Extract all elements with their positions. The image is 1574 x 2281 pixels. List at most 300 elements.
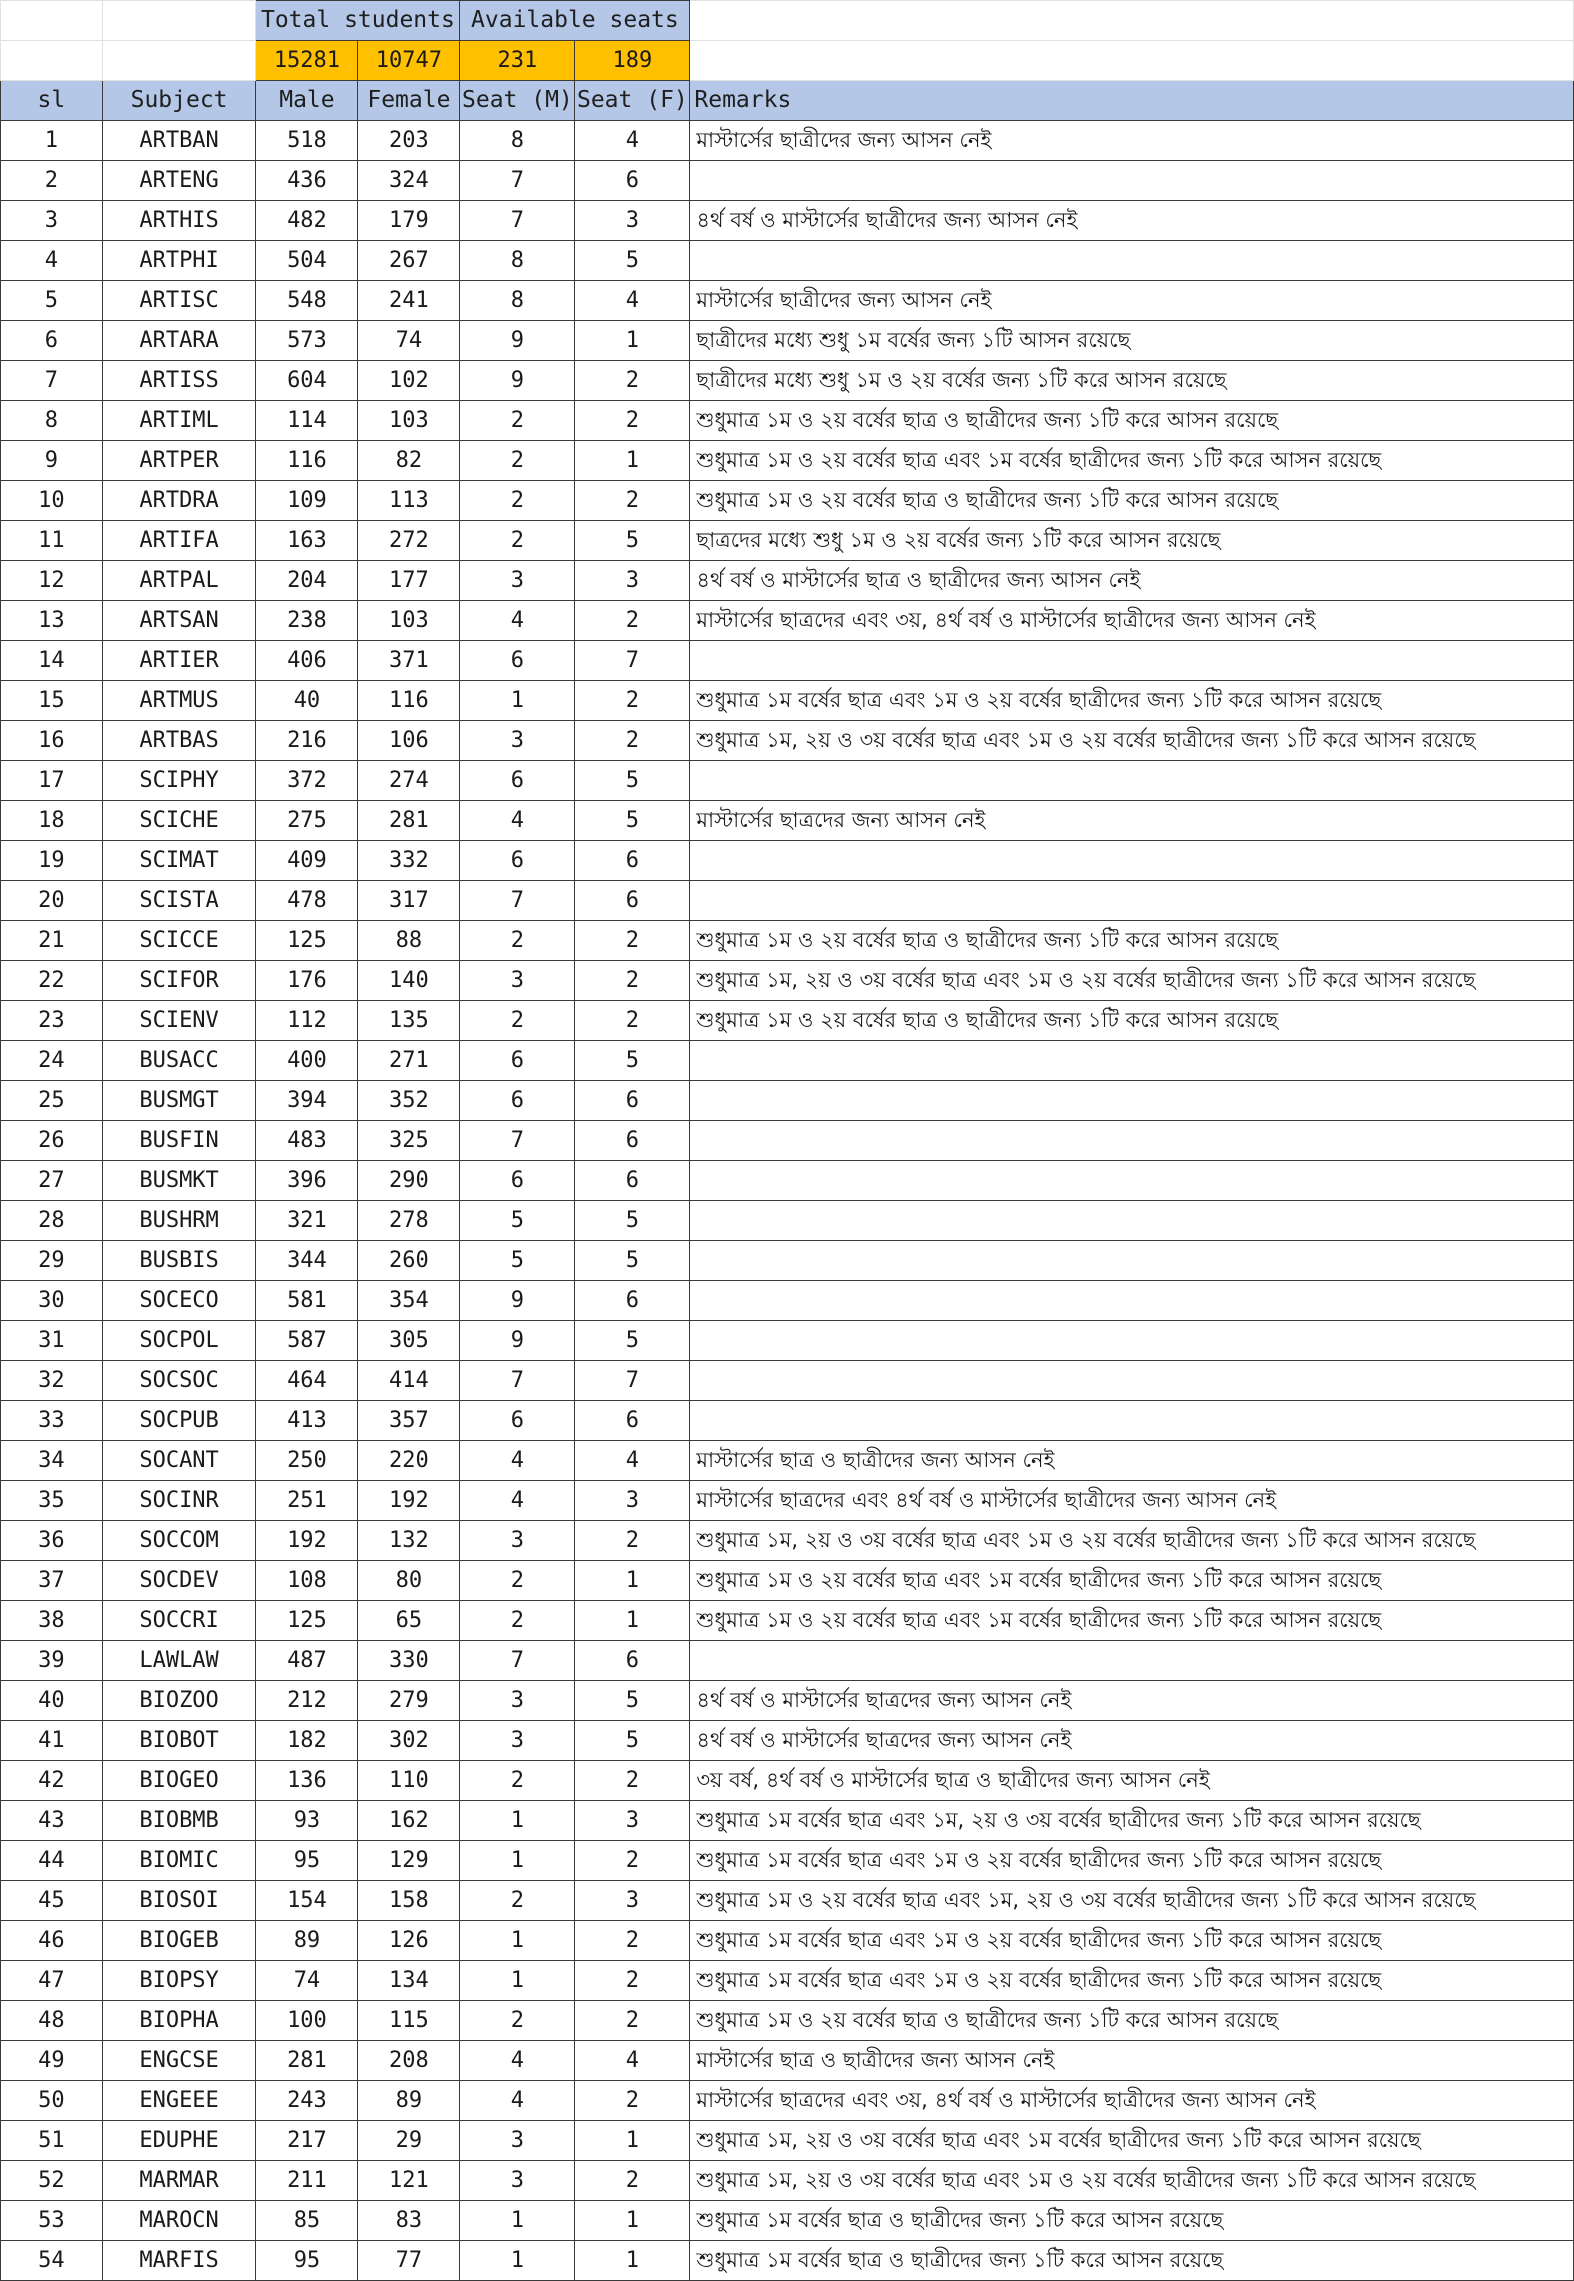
seat-f-cell[interactable]: 1: [575, 441, 690, 481]
subject-cell[interactable]: ARTENG: [102, 161, 256, 201]
sl-cell[interactable]: 43: [1, 1801, 103, 1841]
female-cell[interactable]: 278: [358, 1201, 460, 1241]
total-students-header[interactable]: Total students: [256, 1, 460, 41]
female-cell[interactable]: 121: [358, 2161, 460, 2201]
remarks-cell[interactable]: মাস্টার্সের ছাত্রদের এবং ৩য়, ৪র্থ বর্ষ ও মাস্টার্সের ছাত্রীদের জন্য আসন নেই: [690, 601, 1574, 641]
subject-cell[interactable]: BUSBIS: [102, 1241, 256, 1281]
female-cell[interactable]: 317: [358, 881, 460, 921]
seat-m-cell[interactable]: 2: [460, 1761, 575, 1801]
sl-cell[interactable]: 44: [1, 1841, 103, 1881]
seat-f-cell[interactable]: 7: [575, 1361, 690, 1401]
subject-cell[interactable]: ARTPAL: [102, 561, 256, 601]
sl-cell[interactable]: 35: [1, 1481, 103, 1521]
seat-m-cell[interactable]: 6: [460, 761, 575, 801]
remarks-cell[interactable]: শুধুমাত্র ১ম বর্ষের ছাত্র এবং ১ম ও ২য় বর্ষের ছাত্রীদের জন্য ১টি করে আসন রয়েছে: [690, 1841, 1574, 1881]
female-cell[interactable]: 220: [358, 1441, 460, 1481]
male-cell[interactable]: 573: [256, 321, 358, 361]
female-cell[interactable]: 354: [358, 1281, 460, 1321]
total-male-cell[interactable]: 15281: [256, 41, 358, 81]
sl-cell[interactable]: 31: [1, 1321, 103, 1361]
male-cell[interactable]: 321: [256, 1201, 358, 1241]
male-cell[interactable]: 211: [256, 2161, 358, 2201]
male-cell[interactable]: 587: [256, 1321, 358, 1361]
sl-cell[interactable]: 14: [1, 641, 103, 681]
female-cell[interactable]: 305: [358, 1321, 460, 1361]
subject-cell[interactable]: ARTISC: [102, 281, 256, 321]
seat-f-cell[interactable]: 2: [575, 401, 690, 441]
remarks-cell[interactable]: ছাত্রীদের মধ্যে শুধু ১ম বর্ষের জন্য ১টি আসন রয়েছে: [690, 321, 1574, 361]
remarks-cell[interactable]: শুধুমাত্র ১ম বর্ষের ছাত্র এবং ১ম ও ২য় বর্ষের ছাত্রীদের জন্য ১টি করে আসন রয়েছে: [690, 1921, 1574, 1961]
seat-f-cell[interactable]: 2: [575, 2081, 690, 2121]
male-cell[interactable]: 95: [256, 2241, 358, 2281]
seat-f-cell[interactable]: 5: [575, 1201, 690, 1241]
remarks-cell[interactable]: [690, 1121, 1574, 1161]
sl-cell[interactable]: 1: [1, 121, 103, 161]
seat-m-cell[interactable]: 2: [460, 1561, 575, 1601]
sl-cell[interactable]: 20: [1, 881, 103, 921]
male-cell[interactable]: 251: [256, 1481, 358, 1521]
sl-cell[interactable]: 9: [1, 441, 103, 481]
subject-cell[interactable]: BIOBMB: [102, 1801, 256, 1841]
sl-cell[interactable]: 7: [1, 361, 103, 401]
male-cell[interactable]: 204: [256, 561, 358, 601]
seat-m-cell[interactable]: 2: [460, 401, 575, 441]
seat-f-cell[interactable]: 3: [575, 561, 690, 601]
male-cell[interactable]: 406: [256, 641, 358, 681]
sl-cell[interactable]: 30: [1, 1281, 103, 1321]
remarks-cell[interactable]: শুধুমাত্র ১ম, ২য় ও ৩য় বর্ষের ছাত্র এবং ১ম ও ২য় বর্ষের ছাত্রীদের জন্য ১টি করে আসন রয়েছে: [690, 2161, 1574, 2201]
seat-m-cell[interactable]: 7: [460, 1121, 575, 1161]
male-cell[interactable]: 114: [256, 401, 358, 441]
sl-cell[interactable]: 52: [1, 2161, 103, 2201]
seat-m-cell[interactable]: 3: [460, 1681, 575, 1721]
sl-cell[interactable]: 8: [1, 401, 103, 441]
sl-cell[interactable]: 41: [1, 1721, 103, 1761]
remarks-cell[interactable]: শুধুমাত্র ১ম বর্ষের ছাত্র ও ছাত্রীদের জন্য ১টি করে আসন রয়েছে: [690, 2241, 1574, 2281]
seat-f-cell[interactable]: 6: [575, 841, 690, 881]
header-seat-m[interactable]: Seat (M): [460, 81, 575, 121]
subject-cell[interactable]: MAROCN: [102, 2201, 256, 2241]
female-cell[interactable]: 162: [358, 1801, 460, 1841]
seat-m-cell[interactable]: 4: [460, 1441, 575, 1481]
male-cell[interactable]: 112: [256, 1001, 358, 1041]
seat-f-cell[interactable]: 5: [575, 1681, 690, 1721]
seat-m-cell[interactable]: 7: [460, 1641, 575, 1681]
empty-cell[interactable]: [102, 1, 256, 41]
remarks-cell[interactable]: [690, 1641, 1574, 1681]
sl-cell[interactable]: 22: [1, 961, 103, 1001]
female-cell[interactable]: 106: [358, 721, 460, 761]
remarks-cell[interactable]: [690, 1161, 1574, 1201]
seat-m-cell[interactable]: 3: [460, 2121, 575, 2161]
sl-cell[interactable]: 29: [1, 1241, 103, 1281]
seat-f-cell[interactable]: 6: [575, 1161, 690, 1201]
seat-m-cell[interactable]: 1: [460, 1801, 575, 1841]
total-female-cell[interactable]: 10747: [358, 41, 460, 81]
seat-m-cell[interactable]: 4: [460, 2081, 575, 2121]
sl-cell[interactable]: 15: [1, 681, 103, 721]
seat-m-cell[interactable]: 2: [460, 481, 575, 521]
female-cell[interactable]: 83: [358, 2201, 460, 2241]
male-cell[interactable]: 243: [256, 2081, 358, 2121]
female-cell[interactable]: 82: [358, 441, 460, 481]
subject-cell[interactable]: SOCPUB: [102, 1401, 256, 1441]
seat-m-cell[interactable]: 1: [460, 2241, 575, 2281]
header-seat-f[interactable]: Seat (F): [575, 81, 690, 121]
seat-m-cell[interactable]: 3: [460, 721, 575, 761]
subject-cell[interactable]: ARTPER: [102, 441, 256, 481]
sl-cell[interactable]: 54: [1, 2241, 103, 2281]
remarks-cell[interactable]: মাস্টার্সের ছাত্র ও ছাত্রীদের জন্য আসন নেই: [690, 1441, 1574, 1481]
remarks-cell[interactable]: শুধুমাত্র ১ম ও ২য় বর্ষের ছাত্র ও ছাত্রীদের জন্য ১টি করে আসন রয়েছে: [690, 481, 1574, 521]
seat-f-cell[interactable]: 3: [575, 1881, 690, 1921]
female-cell[interactable]: 330: [358, 1641, 460, 1681]
seat-f-cell[interactable]: 1: [575, 1561, 690, 1601]
seat-m-cell[interactable]: 7: [460, 1361, 575, 1401]
subject-cell[interactable]: SCICHE: [102, 801, 256, 841]
female-cell[interactable]: 279: [358, 1681, 460, 1721]
seat-f-cell[interactable]: 5: [575, 801, 690, 841]
remarks-cell[interactable]: শুধুমাত্র ১ম ও ২য় বর্ষের ছাত্র এবং ১ম, ২য় ও ৩য় বর্ষের ছাত্রীদের জন্য ১টি করে আসন রয়েছে: [690, 1881, 1574, 1921]
seat-m-cell[interactable]: 3: [460, 1721, 575, 1761]
female-cell[interactable]: 267: [358, 241, 460, 281]
seat-f-cell[interactable]: 2: [575, 481, 690, 521]
female-cell[interactable]: 116: [358, 681, 460, 721]
seat-m-cell[interactable]: 6: [460, 1081, 575, 1121]
seat-m-cell[interactable]: 7: [460, 881, 575, 921]
seat-m-cell[interactable]: 4: [460, 601, 575, 641]
seat-m-cell[interactable]: 8: [460, 121, 575, 161]
remarks-cell[interactable]: [690, 1081, 1574, 1121]
seat-m-cell[interactable]: 1: [460, 1921, 575, 1961]
seat-f-cell[interactable]: 1: [575, 2121, 690, 2161]
remarks-cell[interactable]: [690, 1401, 1574, 1441]
seat-f-cell[interactable]: 5: [575, 1721, 690, 1761]
female-cell[interactable]: 74: [358, 321, 460, 361]
female-cell[interactable]: 241: [358, 281, 460, 321]
female-cell[interactable]: 65: [358, 1601, 460, 1641]
seat-f-cell[interactable]: 2: [575, 681, 690, 721]
male-cell[interactable]: 217: [256, 2121, 358, 2161]
subject-cell[interactable]: MARMAR: [102, 2161, 256, 2201]
male-cell[interactable]: 504: [256, 241, 358, 281]
subject-cell[interactable]: MARFIS: [102, 2241, 256, 2281]
female-cell[interactable]: 352: [358, 1081, 460, 1121]
male-cell[interactable]: 238: [256, 601, 358, 641]
subject-cell[interactable]: ARTDRA: [102, 481, 256, 521]
empty-cell[interactable]: [102, 41, 256, 81]
male-cell[interactable]: 518: [256, 121, 358, 161]
seat-m-cell[interactable]: 6: [460, 1041, 575, 1081]
seat-f-cell[interactable]: 4: [575, 2041, 690, 2081]
remarks-cell[interactable]: শুধুমাত্র ১ম বর্ষের ছাত্র এবং ১ম ও ২য় বর্ষের ছাত্রীদের জন্য ১টি করে আসন রয়েছে: [690, 681, 1574, 721]
subject-cell[interactable]: ARTMUS: [102, 681, 256, 721]
sl-cell[interactable]: 28: [1, 1201, 103, 1241]
subject-cell[interactable]: ARTBAS: [102, 721, 256, 761]
remarks-cell[interactable]: ছাত্রীদের মধ্যে শুধু ১ম ও ২য় বর্ষের জন্য ১টি করে আসন রয়েছে: [690, 361, 1574, 401]
header-remarks[interactable]: Remarks: [690, 81, 1574, 121]
remarks-cell[interactable]: শুধুমাত্র ১ম, ২য় ও ৩য় বর্ষের ছাত্র এবং ১ম ও ২য় বর্ষের ছাত্রীদের জন্য ১টি করে আসন রয়েছে: [690, 961, 1574, 1001]
seat-f-cell[interactable]: 2: [575, 1841, 690, 1881]
seat-m-cell[interactable]: 6: [460, 1401, 575, 1441]
female-cell[interactable]: 192: [358, 1481, 460, 1521]
sl-cell[interactable]: 39: [1, 1641, 103, 1681]
female-cell[interactable]: 272: [358, 521, 460, 561]
sl-cell[interactable]: 42: [1, 1761, 103, 1801]
subject-cell[interactable]: ENGEEE: [102, 2081, 256, 2121]
male-cell[interactable]: 436: [256, 161, 358, 201]
seat-m-cell[interactable]: 1: [460, 1841, 575, 1881]
subject-cell[interactable]: BIOPHA: [102, 2001, 256, 2041]
sl-cell[interactable]: 6: [1, 321, 103, 361]
remarks-cell[interactable]: শুধুমাত্র ১ম বর্ষের ছাত্র এবং ১ম ও ২য় বর্ষের ছাত্রীদের জন্য ১টি করে আসন রয়েছে: [690, 1961, 1574, 2001]
remarks-cell[interactable]: শুধুমাত্র ১ম, ২য় ও ৩য় বর্ষের ছাত্র এবং ১ম বর্ষের ছাত্রীদের জন্য ১টি করে আসন রয়েছে: [690, 2121, 1574, 2161]
seat-m-cell[interactable]: 6: [460, 841, 575, 881]
seat-f-cell[interactable]: 2: [575, 961, 690, 1001]
remarks-cell[interactable]: শুধুমাত্র ১ম ও ২য় বর্ষের ছাত্র ও ছাত্রীদের জন্য ১টি করে আসন রয়েছে: [690, 401, 1574, 441]
female-cell[interactable]: 103: [358, 401, 460, 441]
seat-m-cell[interactable]: 8: [460, 241, 575, 281]
seat-m-cell[interactable]: 4: [460, 801, 575, 841]
seat-f-cell[interactable]: 2: [575, 361, 690, 401]
remarks-cell[interactable]: [690, 841, 1574, 881]
sl-cell[interactable]: 25: [1, 1081, 103, 1121]
seat-f-cell[interactable]: 6: [575, 1081, 690, 1121]
sl-cell[interactable]: 45: [1, 1881, 103, 1921]
female-cell[interactable]: 179: [358, 201, 460, 241]
subject-cell[interactable]: ARTBAN: [102, 121, 256, 161]
female-cell[interactable]: 274: [358, 761, 460, 801]
seat-m-cell[interactable]: 2: [460, 921, 575, 961]
female-cell[interactable]: 77: [358, 2241, 460, 2281]
seat-m-cell[interactable]: 2: [460, 2001, 575, 2041]
subject-cell[interactable]: BIOGEO: [102, 1761, 256, 1801]
seat-f-cell[interactable]: 2: [575, 1761, 690, 1801]
sl-cell[interactable]: 13: [1, 601, 103, 641]
female-cell[interactable]: 158: [358, 1881, 460, 1921]
remarks-cell[interactable]: [690, 1201, 1574, 1241]
subject-cell[interactable]: BIOMIC: [102, 1841, 256, 1881]
available-seats-header[interactable]: Available seats: [460, 1, 690, 41]
sl-cell[interactable]: 53: [1, 2201, 103, 2241]
subject-cell[interactable]: BIOBOT: [102, 1721, 256, 1761]
female-cell[interactable]: 414: [358, 1361, 460, 1401]
female-cell[interactable]: 129: [358, 1841, 460, 1881]
female-cell[interactable]: 29: [358, 2121, 460, 2161]
male-cell[interactable]: 394: [256, 1081, 358, 1121]
seat-f-cell[interactable]: 5: [575, 521, 690, 561]
male-cell[interactable]: 482: [256, 201, 358, 241]
male-cell[interactable]: 212: [256, 1681, 358, 1721]
female-cell[interactable]: 203: [358, 121, 460, 161]
male-cell[interactable]: 483: [256, 1121, 358, 1161]
sl-cell[interactable]: 17: [1, 761, 103, 801]
empty-cell[interactable]: [690, 1, 1574, 41]
remarks-cell[interactable]: [690, 881, 1574, 921]
subject-cell[interactable]: ARTHIS: [102, 201, 256, 241]
subject-cell[interactable]: ARTPHI: [102, 241, 256, 281]
header-subject[interactable]: Subject: [102, 81, 256, 121]
male-cell[interactable]: 275: [256, 801, 358, 841]
subject-cell[interactable]: BIOGEB: [102, 1921, 256, 1961]
seat-f-cell[interactable]: 3: [575, 1801, 690, 1841]
subject-cell[interactable]: SCISTA: [102, 881, 256, 921]
seat-m-cell[interactable]: 9: [460, 1321, 575, 1361]
female-cell[interactable]: 260: [358, 1241, 460, 1281]
seat-m-cell[interactable]: 3: [460, 961, 575, 1001]
remarks-cell[interactable]: শুধুমাত্র ১ম বর্ষের ছাত্র এবং ১ম, ২য় ও ৩য় বর্ষের ছাত্রীদের জন্য ১টি করে আসন রয়েছে: [690, 1801, 1574, 1841]
male-cell[interactable]: 487: [256, 1641, 358, 1681]
male-cell[interactable]: 182: [256, 1721, 358, 1761]
subject-cell[interactable]: BUSFIN: [102, 1121, 256, 1161]
female-cell[interactable]: 324: [358, 161, 460, 201]
female-cell[interactable]: 132: [358, 1521, 460, 1561]
header-sl[interactable]: sl: [1, 81, 103, 121]
subject-cell[interactable]: SOCCOM: [102, 1521, 256, 1561]
female-cell[interactable]: 281: [358, 801, 460, 841]
male-cell[interactable]: 154: [256, 1881, 358, 1921]
remarks-cell[interactable]: শুধুমাত্র ১ম ও ২য় বর্ষের ছাত্র এবং ১ম বর্ষের ছাত্রীদের জন্য ১টি করে আসন রয়েছে: [690, 441, 1574, 481]
empty-cell[interactable]: [1, 41, 103, 81]
subject-cell[interactable]: EDUPHE: [102, 2121, 256, 2161]
seat-f-cell[interactable]: 6: [575, 1281, 690, 1321]
male-cell[interactable]: 372: [256, 761, 358, 801]
subject-cell[interactable]: BIOPSY: [102, 1961, 256, 2001]
male-cell[interactable]: 89: [256, 1921, 358, 1961]
seat-m-cell[interactable]: 4: [460, 2041, 575, 2081]
remarks-cell[interactable]: [690, 761, 1574, 801]
female-cell[interactable]: 302: [358, 1721, 460, 1761]
remarks-cell[interactable]: শুধুমাত্র ১ম ও ২য় বর্ষের ছাত্র এবং ১ম বর্ষের ছাত্রীদের জন্য ১টি করে আসন রয়েছে: [690, 1561, 1574, 1601]
remarks-cell[interactable]: ৪র্থ বর্ষ ও মাস্টার্সের ছাত্রদের জন্য আসন নেই: [690, 1681, 1574, 1721]
remarks-cell[interactable]: শুধুমাত্র ১ম ও ২য় বর্ষের ছাত্র ও ছাত্রীদের জন্য ১টি করে আসন রয়েছে: [690, 1001, 1574, 1041]
subject-cell[interactable]: BUSACC: [102, 1041, 256, 1081]
male-cell[interactable]: 409: [256, 841, 358, 881]
remarks-cell[interactable]: মাস্টার্সের ছাত্র ও ছাত্রীদের জন্য আসন নেই: [690, 2041, 1574, 2081]
remarks-cell[interactable]: শুধুমাত্র ১ম ও ২য় বর্ষের ছাত্র ও ছাত্রীদের জন্য ১টি করে আসন রয়েছে: [690, 921, 1574, 961]
seat-f-cell[interactable]: 7: [575, 641, 690, 681]
subject-cell[interactable]: ARTIML: [102, 401, 256, 441]
seat-f-cell[interactable]: 2: [575, 1961, 690, 2001]
remarks-cell[interactable]: ৪র্থ বর্ষ ও মাস্টার্সের ছাত্র ও ছাত্রীদের জন্য আসন নেই: [690, 561, 1574, 601]
subject-cell[interactable]: ARTARA: [102, 321, 256, 361]
sl-cell[interactable]: 47: [1, 1961, 103, 2001]
seat-m-cell[interactable]: 2: [460, 521, 575, 561]
seat-f-cell[interactable]: 4: [575, 121, 690, 161]
sl-cell[interactable]: 23: [1, 1001, 103, 1041]
male-cell[interactable]: 548: [256, 281, 358, 321]
sl-cell[interactable]: 4: [1, 241, 103, 281]
subject-cell[interactable]: BUSMKT: [102, 1161, 256, 1201]
male-cell[interactable]: 464: [256, 1361, 358, 1401]
female-cell[interactable]: 103: [358, 601, 460, 641]
male-cell[interactable]: 344: [256, 1241, 358, 1281]
male-cell[interactable]: 216: [256, 721, 358, 761]
sl-cell[interactable]: 46: [1, 1921, 103, 1961]
male-cell[interactable]: 400: [256, 1041, 358, 1081]
subject-cell[interactable]: SCIFOR: [102, 961, 256, 1001]
sl-cell[interactable]: 33: [1, 1401, 103, 1441]
seat-m-cell[interactable]: 9: [460, 1281, 575, 1321]
remarks-cell[interactable]: ৪র্থ বর্ষ ও মাস্টার্সের ছাত্রদের জন্য আসন নেই: [690, 1721, 1574, 1761]
remarks-cell[interactable]: শুধুমাত্র ১ম, ২য় ও ৩য় বর্ষের ছাত্র এবং ১ম ও ২য় বর্ষের ছাত্রীদের জন্য ১টি করে আসন রয়েছে: [690, 1521, 1574, 1561]
female-cell[interactable]: 290: [358, 1161, 460, 1201]
male-cell[interactable]: 136: [256, 1761, 358, 1801]
seat-m-cell[interactable]: 1: [460, 681, 575, 721]
male-cell[interactable]: 192: [256, 1521, 358, 1561]
empty-cell[interactable]: [690, 41, 1574, 81]
seat-m-cell[interactable]: 1: [460, 2201, 575, 2241]
remarks-cell[interactable]: ছাত্রদের মধ্যে শুধু ১ম ও ২য় বর্ষের জন্য ১টি করে আসন রয়েছে: [690, 521, 1574, 561]
female-cell[interactable]: 140: [358, 961, 460, 1001]
male-cell[interactable]: 95: [256, 1841, 358, 1881]
subject-cell[interactable]: ARTSAN: [102, 601, 256, 641]
male-cell[interactable]: 163: [256, 521, 358, 561]
header-male[interactable]: Male: [256, 81, 358, 121]
seat-m-cell[interactable]: 8: [460, 281, 575, 321]
remarks-cell[interactable]: মাস্টার্সের ছাত্রীদের জন্য আসন নেই: [690, 121, 1574, 161]
female-cell[interactable]: 80: [358, 1561, 460, 1601]
remarks-cell[interactable]: শুধুমাত্র ১ম ও ২য় বর্ষের ছাত্র ও ছাত্রীদের জন্য ১টি করে আসন রয়েছে: [690, 2001, 1574, 2041]
sl-cell[interactable]: 34: [1, 1441, 103, 1481]
female-cell[interactable]: 115: [358, 2001, 460, 2041]
subject-cell[interactable]: ARTISS: [102, 361, 256, 401]
male-cell[interactable]: 281: [256, 2041, 358, 2081]
remarks-cell[interactable]: মাস্টার্সের ছাত্রীদের জন্য আসন নেই: [690, 281, 1574, 321]
subject-cell[interactable]: BUSMGT: [102, 1081, 256, 1121]
remarks-cell[interactable]: ৩য় বর্ষ, ৪র্থ বর্ষ ও মাস্টার্সের ছাত্র ও ছাত্রীদের জন্য আসন নেই: [690, 1761, 1574, 1801]
seat-m-cell[interactable]: 5: [460, 1241, 575, 1281]
seat-m-cell[interactable]: 3: [460, 561, 575, 601]
seat-m-cell[interactable]: 9: [460, 361, 575, 401]
sl-cell[interactable]: 49: [1, 2041, 103, 2081]
female-cell[interactable]: 325: [358, 1121, 460, 1161]
seat-m-cell[interactable]: 6: [460, 1161, 575, 1201]
remarks-cell[interactable]: [690, 1281, 1574, 1321]
subject-cell[interactable]: SOCPOL: [102, 1321, 256, 1361]
sl-cell[interactable]: 21: [1, 921, 103, 961]
seat-f-cell[interactable]: 6: [575, 161, 690, 201]
male-cell[interactable]: 74: [256, 1961, 358, 2001]
sl-cell[interactable]: 26: [1, 1121, 103, 1161]
subject-cell[interactable]: ENGCSE: [102, 2041, 256, 2081]
subject-cell[interactable]: BIOSOI: [102, 1881, 256, 1921]
female-cell[interactable]: 89: [358, 2081, 460, 2121]
male-cell[interactable]: 116: [256, 441, 358, 481]
subject-cell[interactable]: BUSHRM: [102, 1201, 256, 1241]
male-cell[interactable]: 604: [256, 361, 358, 401]
remarks-cell[interactable]: মাস্টার্সের ছাত্রদের এবং ৪র্থ বর্ষ ও মাস্টার্সের ছাত্রীদের জন্য আসন নেই: [690, 1481, 1574, 1521]
seat-f-cell[interactable]: 1: [575, 321, 690, 361]
seat-f-cell[interactable]: 6: [575, 1121, 690, 1161]
female-cell[interactable]: 134: [358, 1961, 460, 2001]
male-cell[interactable]: 100: [256, 2001, 358, 2041]
seat-f-cell[interactable]: 1: [575, 2241, 690, 2281]
sl-cell[interactable]: 51: [1, 2121, 103, 2161]
seat-m-cell[interactable]: 7: [460, 201, 575, 241]
sl-cell[interactable]: 48: [1, 2001, 103, 2041]
subject-cell[interactable]: SOCDEV: [102, 1561, 256, 1601]
female-cell[interactable]: 113: [358, 481, 460, 521]
sl-cell[interactable]: 18: [1, 801, 103, 841]
male-cell[interactable]: 85: [256, 2201, 358, 2241]
male-cell[interactable]: 478: [256, 881, 358, 921]
remarks-cell[interactable]: [690, 1241, 1574, 1281]
female-cell[interactable]: 208: [358, 2041, 460, 2081]
sl-cell[interactable]: 12: [1, 561, 103, 601]
seat-m-cell[interactable]: 2: [460, 1601, 575, 1641]
female-cell[interactable]: 135: [358, 1001, 460, 1041]
